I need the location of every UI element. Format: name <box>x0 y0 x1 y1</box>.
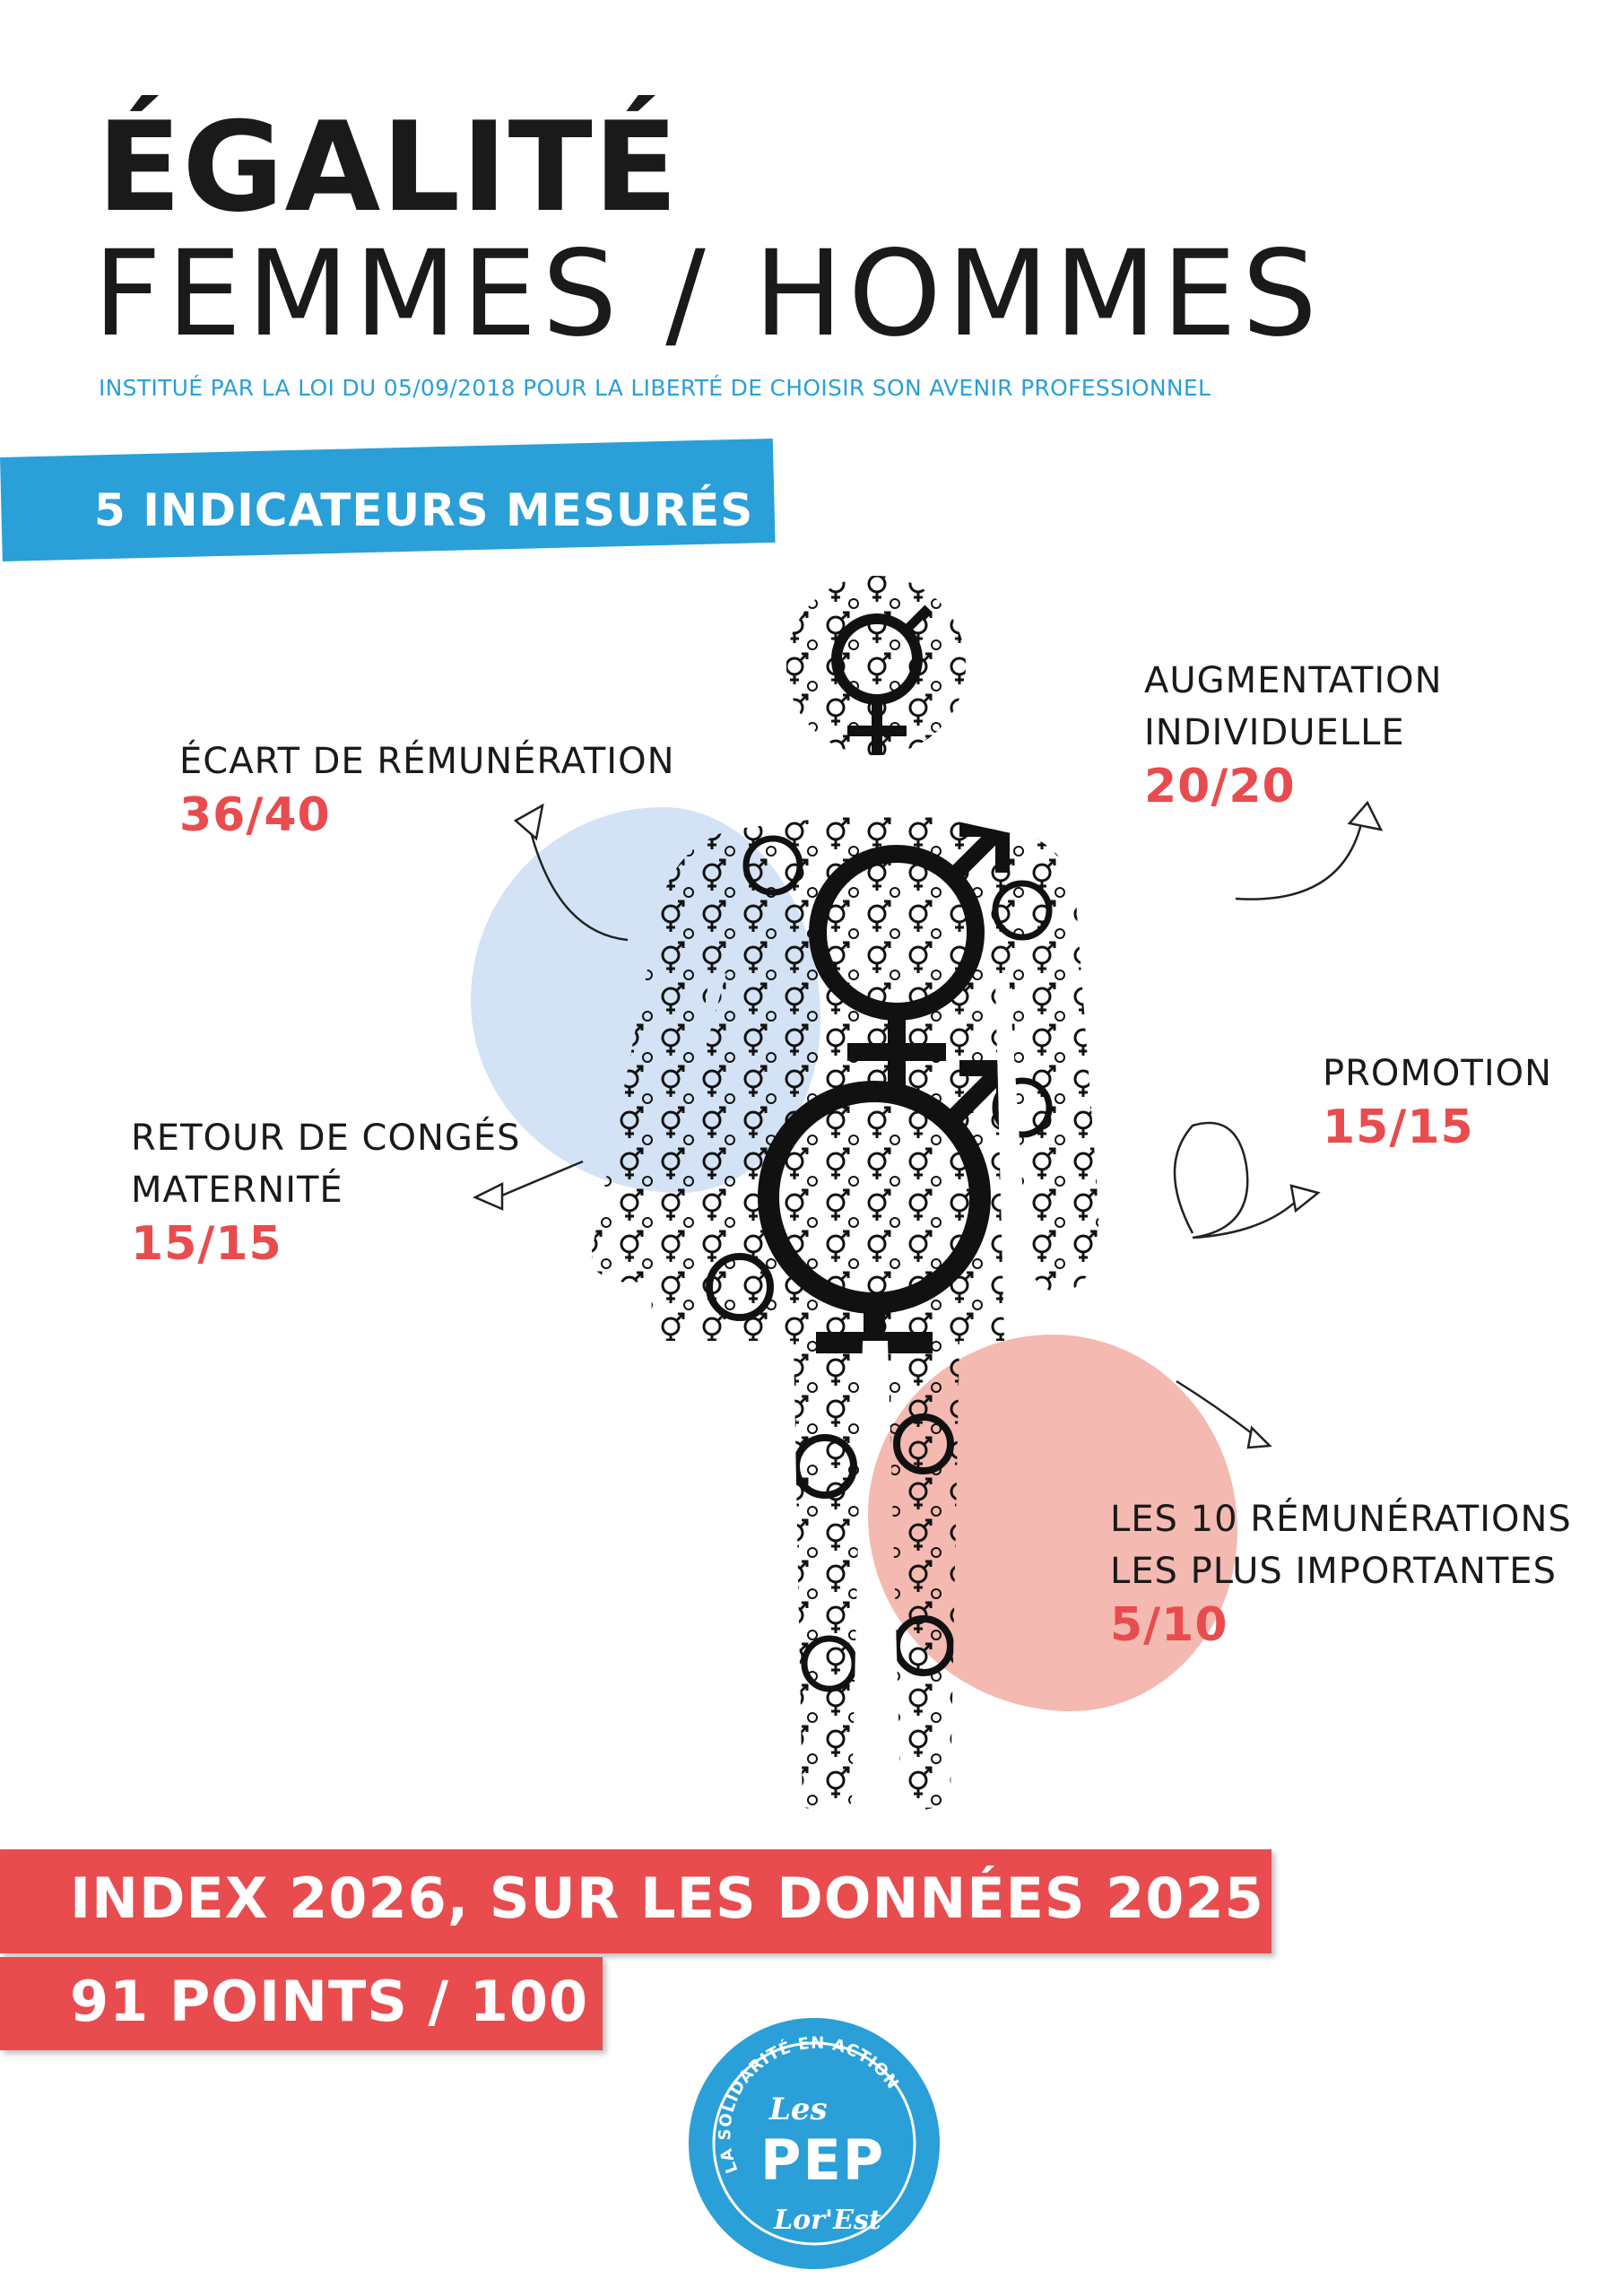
indicator-10-remunerations <box>1110 1493 1572 1653</box>
indicator-label: LES 10 RÉMUNÉRATIONS <box>1110 1499 1572 1540</box>
subtitle: INSTITUÉ PAR LA LOI DU 05/09/2018 POUR LA LIBERTÉ DE CHOISIR SON AVENIR PROFESSIONNEL <box>99 375 1211 401</box>
indicator-label: PROMOTION <box>1323 1053 1553 1094</box>
indicator-score: 36/40 <box>179 788 331 842</box>
indicator-score: 15/15 <box>1323 1100 1474 1154</box>
logo-name-bottom: Lor'Est <box>774 2205 881 2236</box>
indicator-retour-conges-maternite <box>131 1112 521 1272</box>
indicator-label: AUGMENTATION <box>1144 660 1443 701</box>
logo-name-top: Les <box>769 2092 828 2127</box>
indicator-label: LES PLUS IMPORTANTES <box>1110 1551 1557 1592</box>
index-banner-text: INDEX 2026, SUR LES DONNÉES 2025 <box>70 1866 1264 1931</box>
indicator-label: INDIVIDUELLE <box>1144 712 1405 753</box>
logo-ring-text: LA SOLIDARITÉ EN ACTION <box>716 2033 903 2176</box>
indicator-ecart-remuneration <box>179 735 675 843</box>
points-banner-text: 91 POINTS / 100 <box>70 1969 589 2034</box>
indicator-label: RETOUR DE CONGÉS <box>131 1118 521 1159</box>
indicator-augmentation-individuelle <box>1144 655 1443 814</box>
indicator-label: MATERNITÉ <box>131 1170 343 1211</box>
logo-name-mid: PEP <box>760 2127 886 2193</box>
indicator-score: 20/20 <box>1144 760 1296 813</box>
indicators-banner-text: 5 INDICATEURS MESURÉS <box>94 484 754 536</box>
title-line-1: ÉGALITÉ <box>97 95 680 239</box>
logo-icon <box>684 2013 944 2274</box>
indicator-label: ÉCART DE RÉMUNÉRATION <box>179 741 675 782</box>
title-line-2: FEMMES / HOMMES <box>93 225 1323 363</box>
indicator-score: 15/15 <box>131 1217 282 1271</box>
indicator-promotion <box>1323 1048 1552 1155</box>
indicator-score: 5/10 <box>1110 1598 1228 1652</box>
